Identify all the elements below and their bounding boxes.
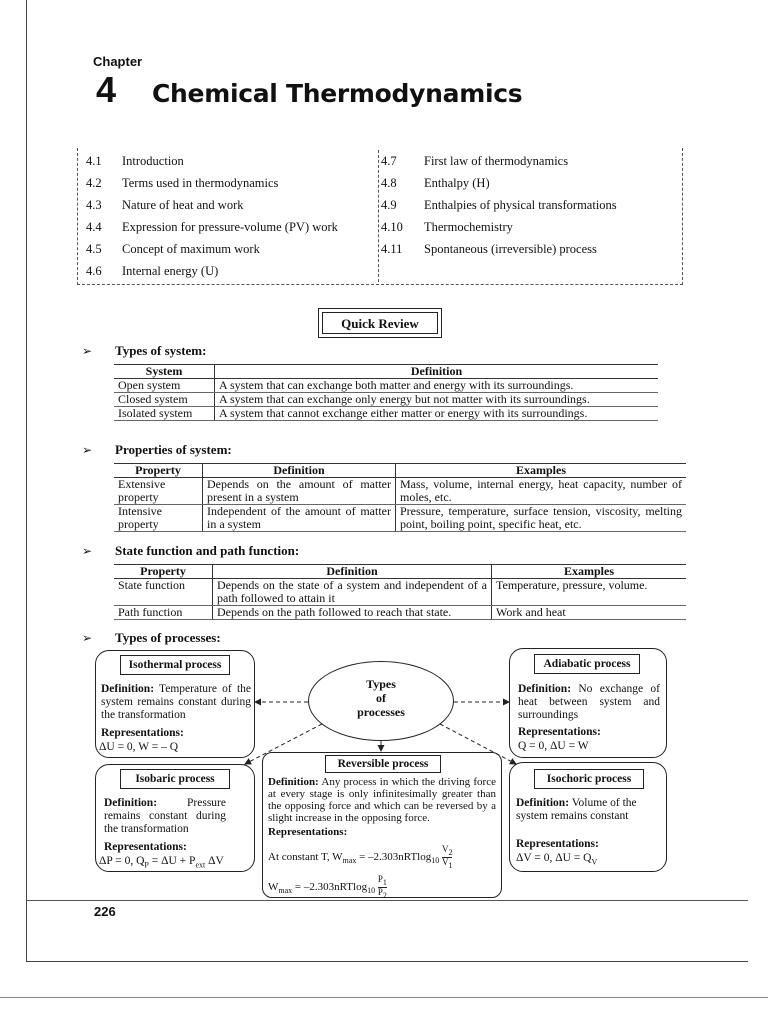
function-examples: Temperature, pressure, volume. [492, 579, 687, 606]
contents-title: Spontaneous (irreversible) process [424, 242, 597, 256]
contents-title: Enthalpies of physical transformations [424, 198, 617, 212]
system-name: Open system [114, 379, 215, 393]
eq-part: P [377, 874, 383, 884]
system-definition: A system that can exchange both matter and energy with its surroundings. [215, 379, 659, 393]
system-definition: A system that can exchange only energy but not matter with its surroundings. [215, 393, 659, 407]
chapter-number: 4 [96, 69, 117, 110]
column-header-property: Property [114, 464, 203, 478]
property-definition: Depends on the amount of matter present in a system [203, 478, 396, 505]
types-of-processes-node [308, 661, 454, 741]
isothermal-definition [101, 683, 251, 722]
function-definition: Depends on the path followed to reach that state. [213, 606, 492, 620]
isochoric-definition [516, 797, 662, 823]
bullet-arrow-icon: ➢ [82, 544, 93, 558]
section-heading-text: Types of system: [115, 343, 207, 358]
isochoric-process-box [509, 762, 667, 872]
contents-number: 4.1 [86, 154, 102, 168]
reversible-equation-1 [268, 845, 452, 870]
contents-number: 4.11 [381, 242, 403, 256]
column-header-definition: Definition [215, 365, 659, 379]
page-number: 226 [94, 904, 116, 919]
representation-label: Representations: [101, 727, 184, 739]
definition-text: Temperature of the system remains constant during the transformation [101, 683, 251, 721]
rep-part: ΔV [205, 855, 224, 867]
rep-subscript: P [144, 860, 149, 870]
eq-part: At constant T, W [268, 850, 343, 863]
column-header-system: System [114, 365, 215, 379]
section-heading-text: Properties of system: [115, 442, 232, 457]
eq-subscript: 1 [448, 860, 453, 870]
system-definition: A system that cannot exchange either matter or energy with its surroundings. [215, 407, 659, 421]
fraction-denominator [378, 888, 387, 900]
definition-label: Definition: [268, 776, 319, 788]
quick-review-title: Quick Review [322, 312, 438, 334]
section-heading-text: Types of processes: [115, 630, 221, 645]
adiabatic-definition [518, 683, 660, 722]
fraction-denominator [442, 858, 453, 870]
representation-label: Representations: [518, 726, 601, 738]
eq-part: V [441, 844, 449, 854]
column-header-examples: Examples [396, 464, 687, 478]
isobaric-process-box [95, 764, 255, 872]
eq-subscript: 10 [367, 886, 376, 896]
property-name: Intensive property [114, 505, 203, 532]
isothermal-process-box [95, 650, 255, 758]
function-definition: Depends on the state of a system and independent of a path followed to attain it [213, 579, 492, 606]
definition-text: Pressure remains constant during the transformation [104, 797, 226, 835]
property-definition: Independent of the amount of matter in a system [203, 505, 396, 532]
column-header-property: Property [114, 565, 213, 579]
contents-number: 4.8 [381, 176, 397, 190]
adiabatic-title: Adiabatic process [534, 654, 640, 674]
contents-number: 4.2 [86, 176, 102, 190]
property-examples: Mass, volume, internal energy, heat capacity, number of moles, etc. [396, 478, 687, 505]
eq-part: W [268, 880, 279, 893]
isothermal-title: Isothermal process [120, 655, 230, 675]
rep-part: ΔV = 0, ΔU = Q [516, 852, 592, 864]
contents-number: 4.3 [86, 198, 102, 212]
isochoric-representation [516, 852, 597, 868]
isochoric-title: Isochoric process [534, 769, 644, 789]
isothermal-representation: ΔU = 0, W = – Q [99, 741, 179, 753]
adiabatic-process-box [509, 648, 667, 758]
contents-title: First law of thermodynamics [424, 154, 569, 168]
rep-subscript: ext [195, 860, 206, 870]
chapter-title: Chemical Thermodynamics [152, 79, 523, 108]
bullet-arrow-icon: ➢ [82, 443, 93, 457]
definition-text: Volume of the system remains constant [516, 797, 637, 822]
definition-label: Definition: [518, 683, 572, 695]
rep-part: ΔP = 0, Q [99, 855, 145, 867]
eq-subscript: 2 [448, 847, 453, 857]
isobaric-representation [99, 855, 224, 871]
chapter-label: Chapter [93, 54, 143, 69]
function-name: Path function [114, 606, 213, 620]
contents-number: 4.9 [381, 198, 397, 212]
contents-title: Enthalpy (H) [424, 176, 490, 190]
contents-number: 4.10 [381, 220, 403, 234]
eq-subscript: 1 [382, 877, 387, 887]
contents-title: Internal energy (U) [122, 264, 219, 278]
column-header-definition: Definition [213, 565, 492, 579]
column-header-examples: Examples [492, 565, 687, 579]
function-examples: Work and heat [492, 606, 687, 620]
contents-title: Introduction [122, 154, 184, 168]
eq-part: V [441, 856, 449, 867]
eq-subscript: 10 [431, 856, 440, 866]
reversible-equation-2 [268, 875, 387, 900]
definition-text: No exchange of heat between system and surroundings [518, 683, 660, 721]
column-header-definition: Definition [203, 464, 396, 478]
function-name: State function [114, 579, 213, 606]
isobaric-title: Isobaric process [120, 769, 230, 789]
property-name: Extensive property [114, 478, 203, 505]
center-line-3: processes [357, 705, 405, 719]
eq-subscript: max [278, 886, 293, 896]
eq-fraction [378, 875, 387, 900]
rep-subscript: V [591, 857, 598, 867]
reversible-definition [268, 776, 496, 824]
representation-label: Representations: [516, 838, 599, 850]
representation-label: Representations: [104, 841, 187, 853]
contents-number: 4.4 [86, 220, 102, 234]
contents-title: Concept of maximum work [122, 242, 260, 256]
adiabatic-representation: Q = 0, ΔU = W [518, 740, 589, 752]
contents-title: Nature of heat and work [122, 198, 244, 212]
contents-title: Terms used in thermodynamics [122, 176, 279, 190]
definition-label: Definition: [104, 797, 158, 809]
eq-fraction [442, 845, 453, 870]
eq-part: = –2.303nRTlog [292, 880, 368, 893]
eq-part: P [377, 886, 383, 897]
definition-label: Definition: [516, 797, 570, 809]
definition-text: Any process in which the driving force at every stage is only infinitesimally greater than the opposing force and which can be reversed by a slight increase in the opposing force. [268, 776, 496, 824]
contents-number: 4.5 [86, 242, 102, 256]
contents-title: Expression for pressure-volume (PV) work [122, 220, 338, 234]
center-line-1: Types [366, 677, 396, 691]
representation-label: Representations: [268, 826, 348, 838]
eq-part: = –2.303nRTlog [356, 850, 432, 863]
contents-number: 4.6 [86, 264, 102, 278]
isobaric-definition [104, 797, 226, 836]
bullet-arrow-icon: ➢ [82, 344, 93, 358]
eq-subscript: max [342, 856, 357, 866]
reversible-process-box [262, 752, 502, 898]
rep-part: = ΔU + P [148, 855, 196, 867]
system-name: Isolated system [114, 407, 215, 421]
contents-title: Thermochemistry [424, 220, 513, 234]
section-heading-text: State function and path function: [115, 543, 300, 558]
center-line-2: of [376, 691, 386, 705]
definition-label: Definition: [101, 683, 155, 695]
contents-number: 4.7 [381, 154, 397, 168]
system-name: Closed system [114, 393, 215, 407]
property-examples: Pressure, temperature, surface tension, viscosity, melting point, boiling point, specific heat, etc. [396, 505, 687, 532]
eq-subscript: 2 [382, 890, 387, 900]
bullet-arrow-icon: ➢ [82, 631, 93, 645]
reversible-title: Reversible process [325, 755, 441, 773]
